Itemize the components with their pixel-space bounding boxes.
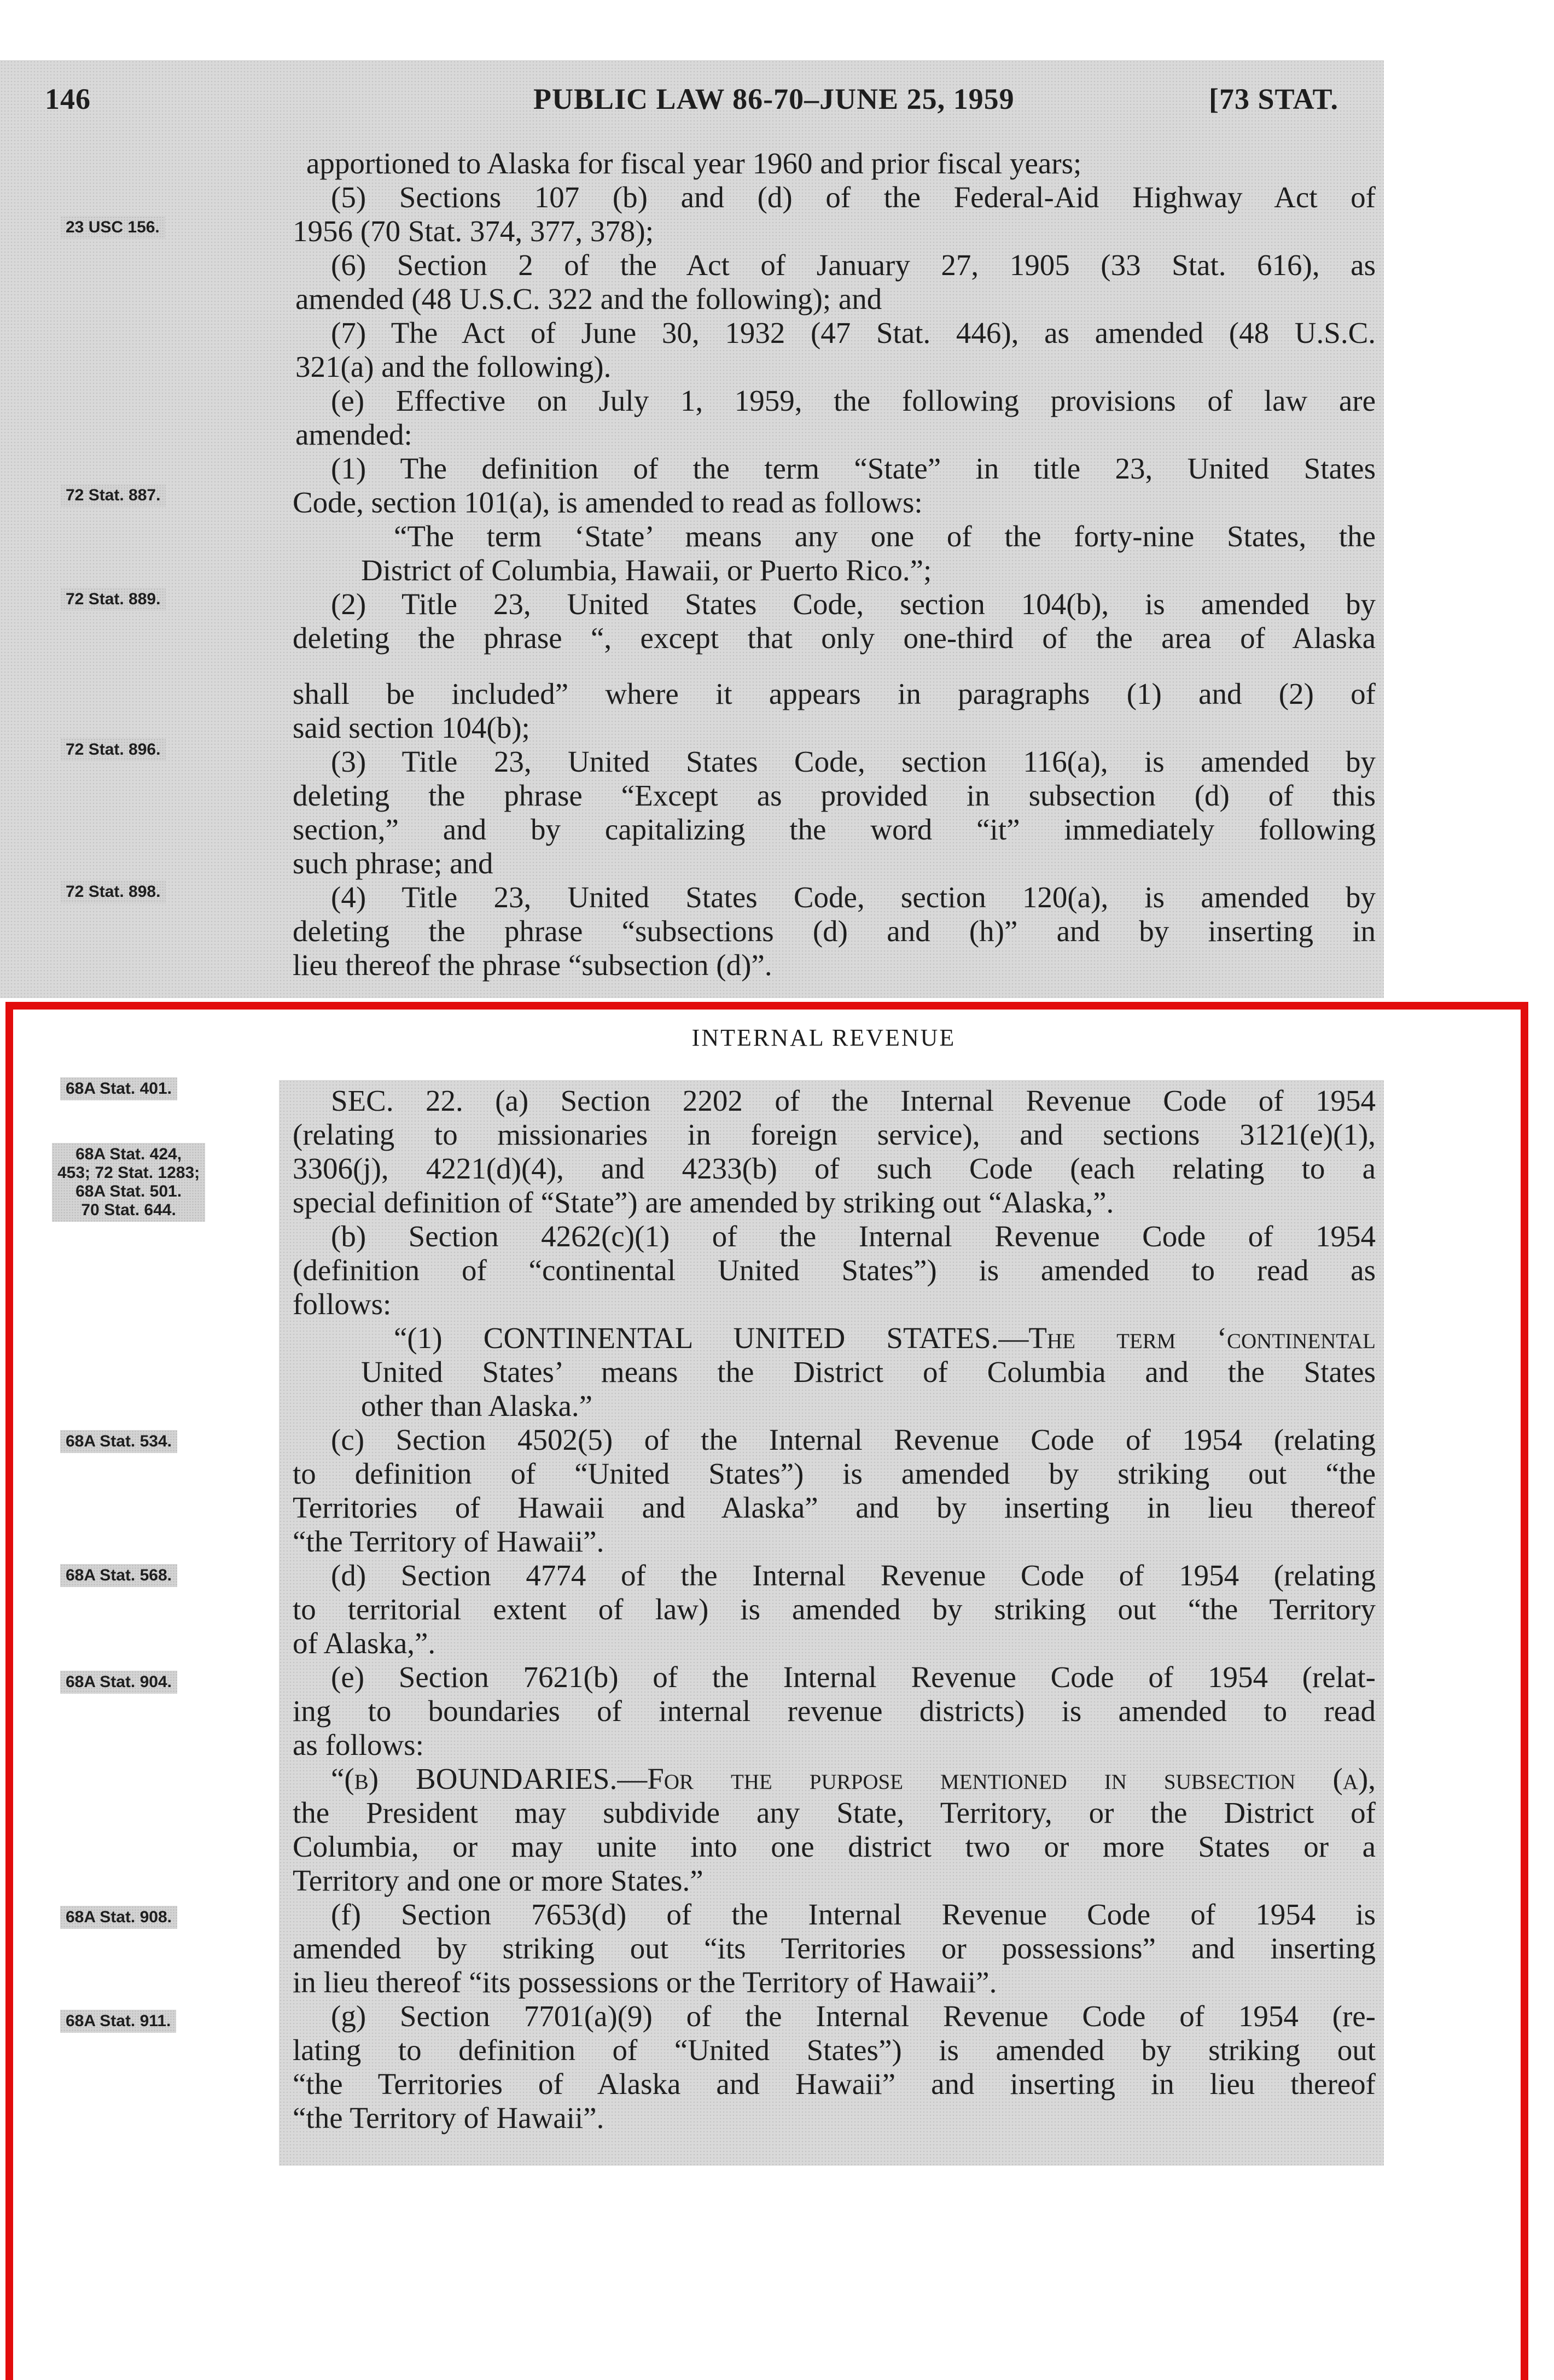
margin-note: 68A Stat. 908.: [60, 1906, 177, 1929]
text-line: section,” and by capitalizing the word “it” immediately following: [293, 813, 1376, 846]
text-line: 3306(j), 4221(d)(4), and 4233(b) of such Code (each relating to a: [293, 1152, 1376, 1185]
section-title: INTERNAL REVENUE: [691, 1024, 956, 1051]
margin-note: 68A Stat. 911.: [60, 2010, 176, 2033]
text-line: (2) Title 23, United States Code, section 104(b), is amended by: [331, 587, 1376, 621]
text-line: District of Columbia, Hawaii, or Puerto Rico.”;: [361, 553, 932, 587]
text-line: lieu thereof the phrase “subsection (d)”.: [293, 948, 772, 982]
text-line: to territorial extent of law) is amended by striking out “the Territory: [293, 1592, 1376, 1626]
margin-note-line: 68A Stat. 424,: [75, 1145, 182, 1163]
running-title: PUBLIC LAW 86-70–JUNE 25, 1959: [533, 83, 1015, 115]
text-line: said section 104(b);: [293, 711, 530, 744]
text-line: the President may subdivide any State, Territory, or the District of: [293, 1796, 1376, 1829]
text-line: apportioned to Alaska for fiscal year 1960 and prior fiscal years;: [306, 147, 1082, 180]
margin-note: 68A Stat. 904.: [60, 1671, 177, 1694]
text-line: (7) The Act of June 30, 1932 (47 Stat. 446), as amended (48 U.S.C.: [331, 316, 1376, 349]
margin-note: 68A Stat. 534.: [60, 1430, 177, 1453]
text-line: of Alaska,”.: [293, 1626, 436, 1660]
text-line: “The term ‘State’ means any one of the forty-nine States, the: [394, 520, 1376, 553]
text-line: Territory and one or more States.”: [293, 1864, 703, 1897]
text-line: (4) Title 23, United States Code, section 120(a), is amended by: [331, 880, 1376, 914]
text-line: “(b) BOUNDARIES.—For the purpose mentioned in subsection (a),: [331, 1762, 1376, 1795]
text-line: in lieu thereof “its possessions or the Territory of Hawaii”.: [293, 1965, 997, 1999]
text-line: (1) The definition of the term “State” in title 23, United States: [331, 452, 1376, 485]
text-line: such phrase; and: [293, 847, 493, 880]
margin-note: 72 Stat. 887.: [60, 484, 166, 507]
margin-note: 72 Stat. 898.: [60, 880, 166, 903]
text-line: (3) Title 23, United States Code, section 116(a), is amended by: [331, 745, 1376, 778]
text-line: (f) Section 7653(d) of the Internal Revenue Code of 1954 is: [331, 1898, 1376, 1931]
text-line: amended by striking out “its Territories or possessions” and inserting: [293, 1932, 1376, 1965]
text-line: deleting the phrase “, except that only one-third of the area of Alaska: [293, 621, 1376, 655]
text-line: (6) Section 2 of the Act of January 27, 1905 (33 Stat. 616), as: [331, 248, 1376, 282]
margin-note: 23 USC 156.: [60, 216, 165, 239]
margin-note: 68A Stat. 401.: [60, 1077, 177, 1100]
text-line: deleting the phrase “Except as provided in subsection (d) of this: [293, 779, 1376, 812]
text-line: amended:: [295, 418, 412, 451]
text-line: (d) Section 4774 of the Internal Revenue Code of 1954 (relating: [331, 1559, 1376, 1592]
text-line: other than Alaska.”: [361, 1389, 593, 1422]
text-line: United States’ means the District of Columbia and the States: [361, 1355, 1376, 1389]
text-line: “the Territory of Hawaii”.: [293, 1525, 604, 1558]
margin-note: 72 Stat. 896.: [60, 738, 166, 761]
text-line: Code, section 101(a), is amended to read as follows:: [293, 486, 923, 519]
page-number: 146: [45, 83, 91, 115]
volume-reference: [73 STAT.: [1209, 83, 1339, 115]
text-line: 1956 (70 Stat. 374, 377, 378);: [293, 214, 654, 248]
margin-note: 68A Stat. 568.: [60, 1564, 177, 1587]
text-line: (b) Section 4262(c)(1) of the Internal Revenue Code of 1954: [331, 1220, 1376, 1253]
text-line: “(1) CONTINENTAL UNITED STATES.—The term ‘continental: [394, 1321, 1376, 1355]
text-line: (definition of “continental United States”) is amended to read as: [293, 1253, 1376, 1287]
text-line: 321(a) and the following).: [295, 350, 612, 383]
margin-note: 72 Stat. 889.: [60, 588, 166, 611]
margin-note-line: 70 Stat. 644.: [81, 1201, 176, 1219]
text-line: (g) Section 7701(a)(9) of the Internal Revenue Code of 1954 (re-: [331, 1999, 1376, 2033]
text-line: (relating to missionaries in foreign service), and sections 3121(e)(1),: [293, 1118, 1376, 1151]
text-line: Territories of Hawaii and Alaska” and by inserting in lieu thereof: [293, 1491, 1376, 1524]
text-line: ing to boundaries of internal revenue districts) is amended to read: [293, 1694, 1376, 1728]
text-line: special definition of “State”) are amended by striking out “Alaska,”.: [293, 1186, 1114, 1219]
text-line: as follows:: [293, 1728, 424, 1761]
text-line: (5) Sections 107 (b) and (d) of the Federal-Aid Highway Act of: [331, 180, 1376, 214]
text-line: deleting the phrase “subsections (d) and (h)” and by inserting in: [293, 914, 1376, 948]
text-line: (c) Section 4502(5) of the Internal Revenue Code of 1954 (relating: [331, 1423, 1376, 1456]
text-line: follows:: [293, 1287, 392, 1321]
text-line: shall be included” where it appears in paragraphs (1) and (2) of: [293, 677, 1376, 710]
text-line: SEC. 22. (a) Section 2202 of the Internal Revenue Code of 1954: [331, 1084, 1376, 1117]
text-line: lating to definition of “United States”) is amended by striking out: [293, 2033, 1376, 2067]
text-line: “the Territory of Hawaii”.: [293, 2101, 604, 2134]
margin-note-line: 453; 72 Stat. 1283;: [57, 1164, 200, 1182]
margin-note-line: 68A Stat. 501.: [75, 1182, 182, 1200]
text-line: “the Territories of Alaska and Hawaii” and inserting in lieu thereof: [293, 2067, 1376, 2101]
text-line: amended (48 U.S.C. 322 and the following); and: [295, 282, 882, 316]
text-line: (e) Effective on July 1, 1959, the following provisions of law are: [331, 384, 1376, 417]
text-line: (e) Section 7621(b) of the Internal Revenue Code of 1954 (relat-: [331, 1660, 1376, 1694]
text-line: to definition of “United States”) is amended by striking out “the: [293, 1457, 1376, 1490]
text-line: Columbia, or may unite into one district two or more States or a: [293, 1830, 1376, 1863]
